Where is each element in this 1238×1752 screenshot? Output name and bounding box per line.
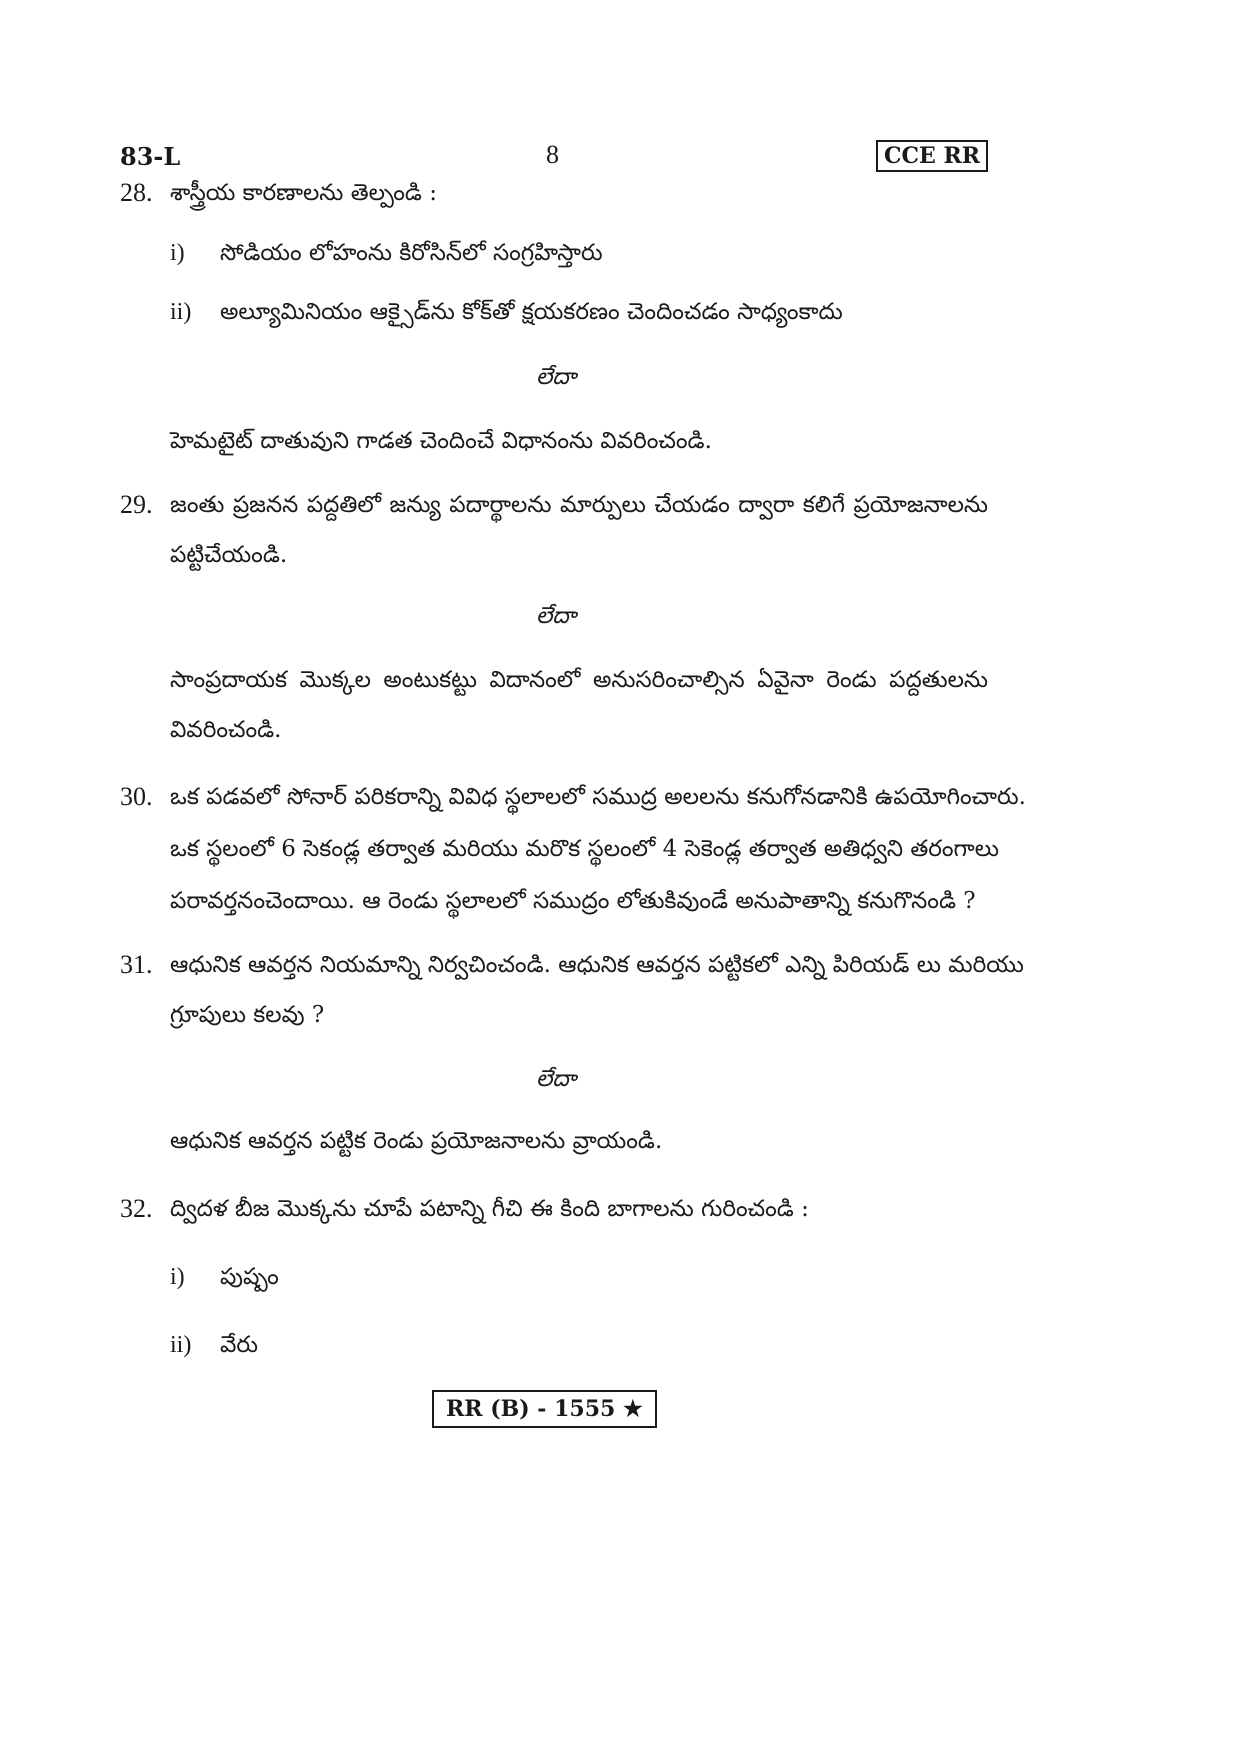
or-separator: లేదా bbox=[536, 364, 577, 390]
question-32-text: ద్విదళ బీజ మొక్కను చూపే పటాన్ని గీచి ఈ కింది బాగాలను గురించండి : bbox=[170, 1196, 809, 1222]
question-30-line1: ఒక పడవలో సోనార్ పరికరాన్ని వివిధ స్థలాలలో సముద్ర అలలను కనుగోనడానికి ఉపయోగించారు. bbox=[170, 784, 1026, 810]
or-separator: లేదా bbox=[536, 603, 577, 629]
question-29-alt-line1: సాంప్రదాయక మొక్కల అంటుకట్టు విదానంలో అనుసరించాల్సిన ఏవైనా రెండు పద్దతులను bbox=[170, 667, 988, 693]
paper-code: 83-L bbox=[120, 142, 181, 171]
question-28-sub2-label: ii) bbox=[170, 299, 192, 325]
question-28-alternative: హెమటైట్ దాతువుని గాడత చెందించే విధానంను వివరించండి. bbox=[170, 428, 712, 454]
or-separator: లేదా bbox=[536, 1066, 577, 1092]
question-28-sub1-text: సోడియం లోహంను కిరోసిన్‌లో సంగ్రహిస్తారు bbox=[220, 240, 603, 266]
question-32-sub2-text: వేరు bbox=[220, 1332, 258, 1358]
question-32-sub2-label: ii) bbox=[170, 1332, 192, 1358]
question-32-sub1-label: i) bbox=[170, 1264, 185, 1290]
question-29-line1: జంతు ప్రజనన పద్దతిలో జన్యు పదార్థాలను మార్పులు చేయడం ద్వారా కలిగే ప్రయోజనాలను bbox=[170, 492, 988, 518]
question-32-sub1-text: పుష్పం bbox=[220, 1264, 279, 1290]
question-29-line2: పట్టిచేయండి. bbox=[170, 542, 288, 568]
question-number-31: 31. bbox=[120, 950, 153, 979]
question-31-line1: ఆధునిక ఆవర్తన నియమాన్ని నిర్వచించండి. ఆధునిక ఆవర్తన పట్టికలో ఎన్ని పిరియడ్ లు మరియు bbox=[170, 952, 1024, 978]
page-number: 8 bbox=[546, 140, 559, 169]
question-31-alternative: ఆధునిక ఆవర్తన పట్టిక రెండు ప్రయోజనాలను వ్రాయండి. bbox=[170, 1128, 663, 1154]
question-28-text: శాస్త్రీయ కారణాలను తెల్పండి : bbox=[170, 180, 437, 206]
question-number-28: 28. bbox=[120, 178, 153, 207]
question-number-30: 30. bbox=[120, 782, 153, 811]
version-code-box: CCE RR bbox=[876, 140, 988, 172]
question-29-alt-line2: వివరించండి. bbox=[170, 717, 282, 743]
footer-code-box: RR (B) - 1555 ★ bbox=[432, 1390, 657, 1428]
question-28-sub2-text: అల్యూమినియం ఆక్సైడ్‌ను కోక్‌తో క్షయకరణం చెందించడం సాధ్యంకాదు bbox=[220, 299, 843, 325]
question-28-sub1-label: i) bbox=[170, 240, 185, 266]
question-30-line2: ఒక స్థలంలో 6 సెకండ్ల తర్వాత మరియు మరొక స్థలంలో 4 సెకెండ్ల తర్వాత అతిధ్వని తరంగాలు bbox=[170, 836, 1000, 862]
question-number-29: 29. bbox=[120, 490, 153, 519]
question-30-line3: పరావర్తనంచెందాయి. ఆ రెండు స్థలాలలో సముద్రం లోతుకివుండే అనుపాతాన్ని కనుగొనండి ? bbox=[170, 888, 976, 914]
question-number-32: 32. bbox=[120, 1194, 153, 1223]
question-31-line2: గ్రూపులు కలవు ? bbox=[170, 1002, 325, 1028]
